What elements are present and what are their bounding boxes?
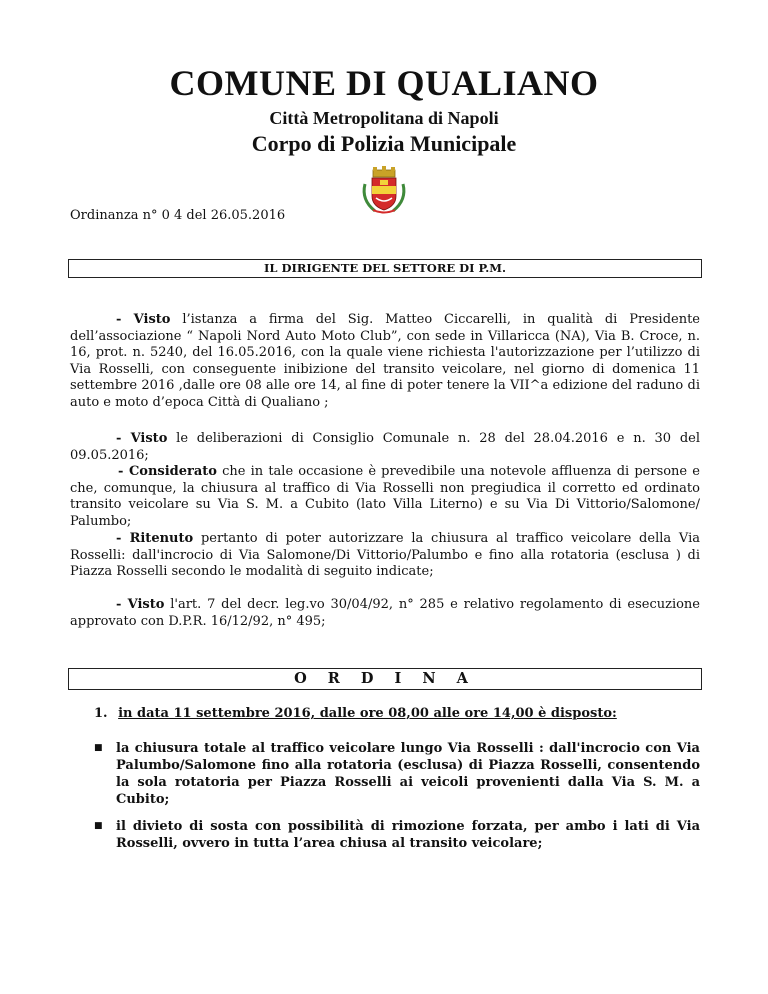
paragraph-text: l’istanza a firma del Sig. Matteo Ciccarelli, in qualità di Presidente dell’associazione “ Napoli Nord Auto Moto Club”, con sede in Villaricca (NA), Via B. Croce, n. 16, prot. n. 5240, del 16.05.2016, con la quale viene richiesta l'autorizzazione per l’utilizzo di Via Rosselli, con conseguente inibizione del transito veicolare, nel giorno di domenica 11 settembre 2016 ,dalle ore 08 alle ore 14, al fine di poter tenere la VII^a edizione del raduno di auto e moto d’epoca Città di Qualiano ; <box>70 312 700 410</box>
paragraph-lead: - Visto <box>116 431 168 446</box>
paragraph-text: le deliberazioni di Consiglio Comunale n. 28 del 28.04.2016 e n. 30 del 09.05.2016; <box>70 431 700 463</box>
paragraph-istanza <box>70 312 700 412</box>
paragraph-text: l'art. 7 del decr. leg.vo 30/04/92, n° 285 e relativo regolamento di esecuzione approvato con D.P.R. 16/12/92, n° 495; <box>70 597 701 629</box>
paragraph-lead: - Visto <box>116 597 165 612</box>
paragraph-considerato <box>70 464 700 530</box>
paragraph-text: che in tale occasione è prevedibile una notevole affluenza di persone e che, comunque, la chiusura al traffico di Via Rosselli non pregiudica il corretto ed ordinato transito veicolare su Via S. M. a Cubito (lato Villa Literno) e su Via Di Vittorio/Salomone/ Palumbo; <box>70 464 700 529</box>
bullet-text: il divieto di sosta con possibilità di rimozione forzata, per ambo i lati di Via Rosselli, ovvero in tutta l’area chiusa al transito veicolare; <box>116 819 700 851</box>
paragraph-lead: - Considerato <box>118 464 217 479</box>
order-item-number: 1. <box>94 706 108 721</box>
paragraph-ritenuto <box>70 531 700 581</box>
page-title: COMUNE DI QUALIANO <box>169 63 599 103</box>
square-bullet-icon: ■ <box>94 743 103 753</box>
police-corps-subtitle: Corpo di Polizia Municipale <box>251 131 517 156</box>
list-item <box>94 818 700 852</box>
paragraph-visto-art7 <box>70 597 700 630</box>
ordinance-number: Ordinanza n° 0 4 del 26.05.2016 <box>70 208 286 223</box>
order-item-text: in data 11 settembre 2016, dalle ore 08,00 alle ore 14,00 è disposto: <box>118 706 617 721</box>
metropolitan-city-subtitle: Città Metropolitana di Napoli <box>269 108 499 128</box>
square-bullet-icon: ■ <box>94 821 103 831</box>
order-item-1 <box>94 706 617 721</box>
municipal-crest-icon <box>359 164 409 216</box>
section-title-ordina: O R D I N A <box>68 668 702 690</box>
section-title-dirigente: IL DIRIGENTE DEL SETTORE DI P.M. <box>68 259 702 278</box>
paragraph-lead: - Visto <box>116 312 171 327</box>
paragraph-deliberazioni <box>70 431 700 464</box>
paragraph-lead: - Ritenuto <box>116 531 194 546</box>
list-item <box>94 740 700 808</box>
bullet-text: la chiusura totale al traffico veicolare lungo Via Rosselli : dall'incrocio con Via Palumbo/Salomone fino alla rotatoria (esclusa) di Piazza Rosselli, consentendo la sola rotatoria per Piazza Rosselli ai veicoli provenienti dalla Via S. M. a Cubito; <box>116 741 700 807</box>
paragraph-text: pertanto di poter autorizzare la chiusura al traffico veicolare della Via Rosselli: dall'incrocio di Via Salomone/Di Vittorio/Palumbo e fino alla rotatoria (esclusa ) di Piazza Rosselli secondo le modalità di seguito indicate; <box>70 531 700 580</box>
